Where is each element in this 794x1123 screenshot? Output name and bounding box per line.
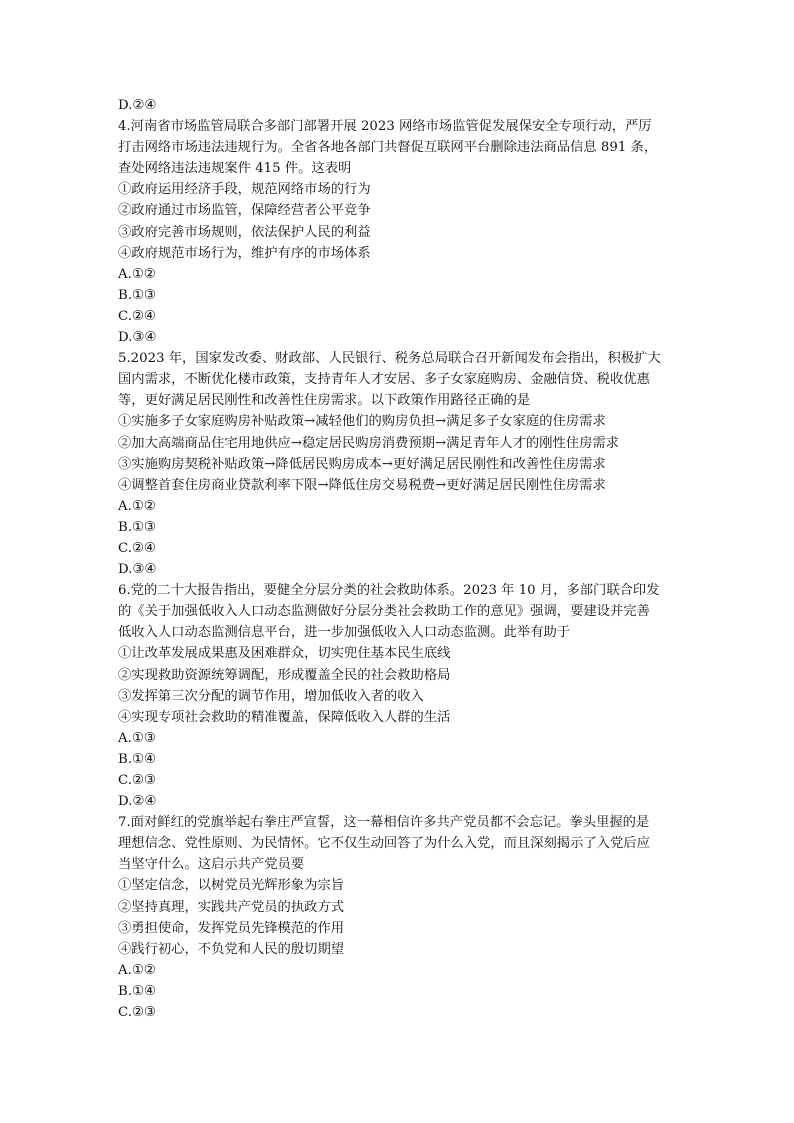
statement-item: ①让改革发展成果惠及困难群众，切实兜住基本民生底线	[118, 646, 451, 662]
question-stem-line: 查处网络违法违规案件 415 件。这表明	[118, 161, 352, 177]
question-stem-line: 等，更好满足居民刚性和改善性住房需求。以下政策作用路径正确的是	[118, 393, 531, 409]
statement-item: ④实现专项社会救助的精准覆盖，保障低收入人群的生活	[118, 709, 451, 725]
answer-choice: A.①②	[118, 962, 156, 978]
answer-choice: B.①③	[118, 519, 156, 535]
question-block	[118, 116, 684, 348]
statement-item: ②政府通过市场监管，保障经营者公平竞争	[118, 203, 371, 219]
answer-choice: C.②④	[118, 308, 156, 324]
answer-choice: B.①④	[118, 751, 156, 767]
question-stem-line: 4.河南省市场监管局联合多部门部署开展 2023 网络市场监管促发展保安全专项行动，严厉	[118, 119, 652, 135]
document-page	[118, 95, 684, 1023]
answer-choice: A.①②	[118, 498, 156, 514]
question-stem-line: 5.2023 年，国家发改委、财政部、人民银行、税务总局联合召开新闻发布会指出，积极扩大	[118, 351, 661, 367]
question-block	[118, 812, 684, 1023]
statement-item: ①坚定信念，以树党员光辉形象为宗旨	[118, 878, 345, 894]
answer-choice: B.①④	[118, 983, 156, 999]
question-block	[118, 348, 684, 580]
statement-item: ④调整首套住房商业贷款利率下限→降低住房交易税费→更好满足居民刚性住房需求	[118, 477, 606, 493]
question-stem-line: 国内需求，不断优化楼市政策，支持青年人才安居、多子女家庭购房、金融信贷、税收优惠	[118, 372, 650, 388]
statement-item: ③政府完善市场规则，依法保护人民的利益	[118, 224, 371, 240]
question-stem-line: 7.面对鲜红的党旗举起右拳庄严宣誓，这一幕相信许多共产党员都不会忘记。拳头里握的是	[118, 815, 650, 831]
answer-choice: A.①③	[118, 730, 156, 746]
question-stem-line: 当坚守什么。这启示共产党员要	[118, 857, 305, 873]
answer-choice: D.③④	[118, 330, 157, 346]
answer-choice: C.②③	[118, 773, 156, 788]
answer-choice: A.①②	[118, 266, 156, 282]
question-stem-line: 理想信念、党性原则、为民情怀。它不仅生动回答了为什么入党，而且深刻揭示了入党后应	[118, 836, 650, 852]
answer-choice: C.②④	[118, 540, 156, 556]
question-stem-line: 的《关于加强低收入人口动态监测做好分层分类社会救助工作的意见》强调，要建设并完善	[118, 604, 650, 620]
statement-item: ①政府运用经济手段，规范网络市场的行为	[118, 182, 371, 198]
question-stem-line: 低收入人口动态监测信息平台，进一步加强低收入人口动态监测。此举有助于	[118, 625, 571, 641]
statement-item: ③勇担使命，发挥党员先锋模范的作用	[118, 920, 345, 936]
question-stem-line: 6.党的二十大报告指出，要健全分层分类的社会救助体系。2023 年 10 月，多部门联合印发	[118, 583, 660, 599]
question-block	[118, 580, 684, 812]
answer-choice: D.③④	[118, 562, 157, 578]
statement-item: ④政府规范市场行为，维护有序的市场体系	[118, 245, 371, 261]
statement-item: ①实施多子女家庭购房补贴政策→减轻他们的购房负担→满足多子女家庭的住房需求	[118, 414, 606, 430]
question-list	[118, 116, 684, 1023]
statement-item: ②坚持真理，实践共产党员的执政方式	[118, 899, 345, 915]
statement-item: ④践行初心，不负党和人民的殷切期望	[118, 941, 345, 957]
answer-choice: B.①③	[118, 287, 156, 303]
statement-item: ③发挥第三次分配的调节作用，增加低收入者的收入	[118, 688, 424, 704]
statement-item: ③实施购房契税补贴政策→降低居民购房成本→更好满足居民刚性和改善性住房需求	[118, 456, 606, 472]
answer-choice: D.②④	[118, 794, 157, 810]
question-stem-line: 打击网络市场违法违规行为。全省各地各部门共督促互联网平台删除违法商品信息 891 条，	[118, 140, 658, 156]
statement-item: ②实现救助资源统筹调配，形成覆盖全民的社会救助格局	[118, 667, 451, 683]
statement-item: ②加大高端商品住宅用地供应→稳定居民购房消费预期→满足青年人才的刚性住房需求	[118, 435, 619, 451]
prev-question-choice-d: D.②④	[118, 98, 157, 113]
answer-choice: C.②③	[118, 1005, 156, 1021]
